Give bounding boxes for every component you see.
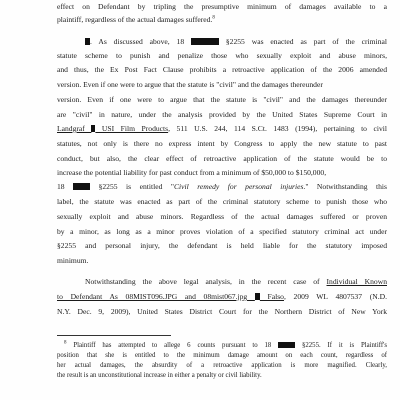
footnote-line — [57, 361, 387, 370]
text-run: by a minor, as long as a minor proves violation of a specified statutory criminal act under — [57, 227, 387, 236]
redaction-bar — [278, 342, 295, 348]
body-line — [57, 154, 387, 164]
text-run: §2255 was enacted as part of the criminal — [219, 37, 387, 46]
body-line — [57, 124, 387, 134]
body-line — [85, 37, 387, 47]
body-line — [57, 212, 387, 222]
body-line — [57, 182, 387, 192]
text-run: §2255 is entitled " — [90, 182, 174, 191]
text-run: sexually exploit and abuse minors. Regardless of the actual damages suffered or proven — [57, 212, 387, 221]
body-line — [85, 277, 387, 287]
body-line — [57, 139, 387, 149]
footnote-line — [64, 341, 387, 350]
text-run: §2255. If it is Plaintiff's — [295, 342, 387, 349]
case-citation: USI Film Products — [95, 124, 169, 133]
text-run: effect on Defendant by tripling the presumptive minimum of damages available to a — [57, 2, 387, 11]
text-run: statutes, not only is there no express intent by Congress to apply the new statute to past — [57, 139, 387, 148]
footnote-marker: 8 — [212, 15, 215, 21]
text-run: §2255 and personal injury, the defendant is held liable for the statutory imposed — [57, 241, 387, 250]
text-run: version. Even if one were to argue that the statute is "civil" and the damages thereunder — [57, 95, 387, 104]
text-run: version. Even if one were to argue that the statute is "civil" and the damages thereunder — [57, 80, 323, 89]
case-citation: Individual Known — [326, 277, 387, 286]
text-run: position that she is entitled to the minimum damage amount on each count, regardless of — [57, 352, 387, 359]
text-run: label, the statute was enacted as part of the criminal statutory scheme to punish those who — [57, 197, 387, 206]
text-run: plaintiff, regardless of the actual damages suffered. — [57, 15, 213, 24]
case-citation: Falso — [259, 292, 284, 301]
quoted-title: Civil remedy for personal injuries — [173, 182, 304, 191]
footnote-separator — [57, 335, 171, 336]
text-run: and thus, the Ex Post Fact Clause prohibits a retroactive application of the 2006 amended — [57, 65, 387, 74]
text-run: , 2009 WL 4807537 (N.D. — [283, 292, 387, 301]
text-run: are "civil" in nature, under the analysis provided by the United States Supreme Court in — [57, 110, 387, 119]
text-run: Notwithstanding the above legal analysis, in the recent case of — [85, 277, 327, 286]
body-line — [57, 256, 387, 266]
redaction-bar — [191, 38, 219, 45]
body-line — [57, 307, 387, 317]
footnote-line — [57, 351, 387, 360]
footnote-line — [57, 371, 387, 380]
body-line — [57, 51, 387, 61]
body-line — [57, 241, 387, 251]
text-run: minimum. — [57, 256, 89, 265]
text-run: the result is an unconstitutional increase in either a penalty or civil liability. — [57, 372, 262, 379]
body-line — [57, 80, 387, 90]
text-run: N.Y. Dec. 9, 2009), United States District Court for the Northern District of New York — [57, 307, 387, 316]
body-line — [57, 227, 387, 237]
text-run: Plaintiff has attempted to allege 6 counts pursuant to 18 — [66, 342, 279, 349]
text-run: 18 — [57, 182, 74, 191]
text-run: her actual damages, the absurdity of a retroactive application is more magnified. Clearly, — [57, 362, 387, 369]
text-run: conduct, but also, the clear effect of retroactive application of the statute would be to — [57, 154, 387, 163]
body-line — [57, 110, 387, 120]
body-line — [57, 95, 387, 105]
body-line — [57, 15, 387, 25]
text-run: . As discussed above, 18 — [90, 37, 191, 46]
case-citation: Landgraf — [57, 124, 92, 133]
redaction-bar — [73, 183, 90, 190]
body-line — [57, 2, 387, 12]
body-line — [57, 292, 387, 302]
body-line — [57, 65, 387, 75]
text-run: ." Notwithstanding this — [303, 182, 387, 191]
footnote-marker: 8 — [64, 340, 67, 346]
text-run: , 511 U.S. 244, 114 S.Ct. 1483 (1994), pertaining to civil — [168, 124, 388, 133]
body-line — [57, 197, 387, 207]
text-run: increase the potential liability for past conduct from a minimum of $50,000 to $150,000, — [57, 168, 327, 177]
text-run: statute scheme to punish and penalize those who sexually exploit and abuse minors, — [57, 51, 387, 60]
case-citation: to Defendant As 08MIST096.JPG and 08mist067.jpg — [57, 292, 255, 301]
body-line — [57, 168, 387, 178]
